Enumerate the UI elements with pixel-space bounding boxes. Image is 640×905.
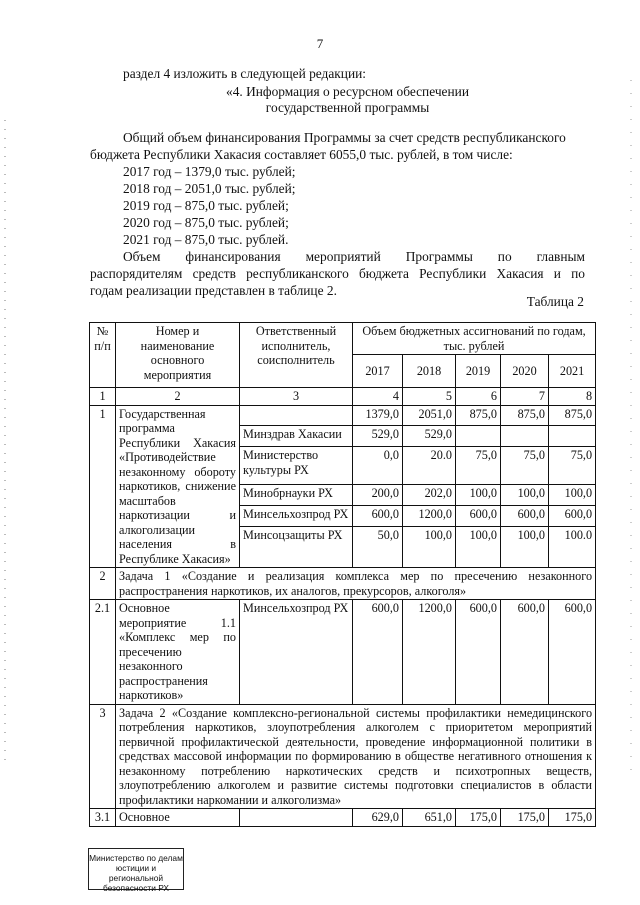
value-cell: 600,0 (456, 506, 501, 527)
value-cell: 175,0 (549, 809, 596, 827)
executor-name: Минсельхозпрод РХ (240, 600, 353, 705)
table-header-row (90, 323, 596, 355)
section-title-line-1: «4. Информация о ресурсном обеспечении (226, 84, 469, 99)
executor-name: Минздрав Хакасии (240, 426, 353, 447)
col-number: 7 (501, 388, 549, 406)
header-year-2017: 2017 (353, 355, 403, 388)
value-cell: 200,0 (353, 485, 403, 506)
value-cell (456, 426, 501, 447)
task-text: Задача 2 «Создание комплексно-региональной системы профилактики немедицинского потребления наркотиков, злоупотребления алкоголем с приоритетом мероприятий первичной профилактической деятельности, проведение информационной политики в средствах массовой информации по формированию в обществе негативного отношения к незаконному потреблению наркотических средств и психотропных веществ, злоупотреблению алкоголем и развитие системы подготовки специалистов в области профилактики наркомании и алкоголизма» (116, 704, 596, 809)
value-cell: 100.0 (549, 527, 596, 568)
table-row (90, 600, 596, 705)
header-num: № п/п (90, 323, 116, 388)
executor-name: Министерство культуры РХ (240, 447, 353, 485)
value-cell: 75,0 (549, 447, 596, 485)
value-cell: 100,0 (549, 485, 596, 506)
value-cell: 600,0 (353, 600, 403, 705)
value-cell: 0,0 (353, 447, 403, 485)
scan-artifact (630, 80, 632, 780)
measure-name: Основное (116, 809, 240, 827)
row-num: 2.1 (90, 600, 116, 705)
executor-name (240, 809, 353, 827)
value-cell: 75,0 (501, 447, 549, 485)
executor-name: Минсельхозпрод РХ (240, 506, 353, 527)
col-number: 5 (403, 388, 456, 406)
value-cell: 100,0 (456, 485, 501, 506)
row-num: 3 (90, 704, 116, 809)
value-cell (501, 426, 549, 447)
value-cell: 100,0 (501, 527, 549, 568)
paragraph-1-line-1: Общий объем финансирования Программы за счет средств республиканского (123, 130, 566, 145)
col-number: 6 (456, 388, 501, 406)
header-year-2020: 2020 (501, 355, 549, 388)
value-cell: 600,0 (353, 506, 403, 527)
value-cell (549, 426, 596, 447)
header-name: Номер и наименование основного мероприятия (116, 323, 240, 388)
measure-name: Основное мероприятие 1.1 «Комплекс мер по пресечению незаконного распространения наркотиков» (116, 600, 240, 705)
value-cell: 600,0 (549, 600, 596, 705)
stamp-line: Министерство по делам (89, 853, 183, 863)
year-funding-line: 2021 год – 875,0 тыс. рублей. (123, 232, 289, 247)
paragraph-2-line-2: распорядителям средств республиканского бюджета Республики Хакасия и по (90, 266, 585, 281)
col-number: 1 (90, 388, 116, 406)
value-cell: 1379,0 (353, 405, 403, 426)
year-funding-line: 2018 год – 2051,0 тыс. рублей; (123, 181, 296, 196)
paragraph-2-line-3: годам реализации представлен в таблице 2. (90, 283, 337, 298)
value-cell: 875,0 (501, 405, 549, 426)
value-cell: 100,0 (501, 485, 549, 506)
table-row (90, 809, 596, 827)
value-cell: 651,0 (403, 809, 456, 827)
header-year-2019: 2019 (456, 355, 501, 388)
section-title-line-2: государственной программы (265, 100, 430, 115)
task-text: Задача 1 «Создание и реализация комплекса мер по пресечению незаконного распространения наркотиков, их аналогов, прекурсоров, алкоголя» (116, 568, 596, 600)
col-number: 8 (549, 388, 596, 406)
value-cell: 529,0 (353, 426, 403, 447)
year-funding-line: 2019 год – 875,0 тыс. рублей; (123, 198, 289, 213)
value-cell: 202,0 (403, 485, 456, 506)
value-cell: 100,0 (403, 527, 456, 568)
header-year-2021: 2021 (549, 355, 596, 388)
row-num: 1 (90, 405, 116, 568)
ministry-stamp (88, 848, 184, 893)
header-budget: Объем бюджетных ассигнований по годам, тыс. рублей (353, 323, 596, 355)
scan-artifact (4, 120, 6, 760)
row-num: 3.1 (90, 809, 116, 827)
value-cell: 875,0 (456, 405, 501, 426)
value-cell: 875,0 (549, 405, 596, 426)
header-executor: Ответственный исполнитель, соисполнитель (240, 323, 353, 388)
program-name: Государственная программа Республики Хакасия «Противодействие незаконному обороту наркотиков, снижение масштабов наркотизации и алкоголизации населения в Республике Хакасия» (116, 405, 240, 568)
page-number: 7 (316, 36, 324, 51)
value-cell: 20.0 (403, 447, 456, 485)
executor-cell (240, 405, 353, 426)
table-row (90, 405, 596, 426)
stamp-line: юстиции и региональной (108, 863, 164, 883)
value-cell: 600,0 (456, 600, 501, 705)
funding-table (89, 322, 596, 827)
table-caption: Таблица 2 (526, 294, 584, 309)
value-cell: 75,0 (456, 447, 501, 485)
paragraph-2-line-1: Объем финансирования мероприятий Программы по главным (123, 249, 585, 264)
stamp-line: безопасности РХ (102, 883, 170, 893)
value-cell: 600,0 (501, 600, 549, 705)
value-cell: 600,0 (501, 506, 549, 527)
value-cell: 50,0 (353, 527, 403, 568)
year-funding-line: 2017 год – 1379,0 тыс. рублей; (123, 164, 296, 179)
value-cell: 175,0 (501, 809, 549, 827)
col-number: 3 (240, 388, 353, 406)
value-cell: 629,0 (353, 809, 403, 827)
executor-name: Минсоцзащиты РХ (240, 527, 353, 568)
year-funding-line: 2020 год – 875,0 тыс. рублей; (123, 215, 289, 230)
value-cell: 1200,0 (403, 506, 456, 527)
value-cell: 175,0 (456, 809, 501, 827)
value-cell: 1200,0 (403, 600, 456, 705)
executor-name: Минобрнауки РХ (240, 485, 353, 506)
column-number-row (90, 388, 596, 406)
header-year-2018: 2018 (403, 355, 456, 388)
paragraph-1-line-2: бюджета Республики Хакасия составляет 6055,0 тыс. рублей, в том числе: (90, 147, 513, 162)
col-number: 2 (116, 388, 240, 406)
table-row (90, 704, 596, 809)
value-cell: 529,0 (403, 426, 456, 447)
col-number: 4 (353, 388, 403, 406)
intro-line: раздел 4 изложить в следующей редакции: (123, 66, 367, 81)
row-num: 2 (90, 568, 116, 600)
value-cell: 2051,0 (403, 405, 456, 426)
value-cell: 100,0 (456, 527, 501, 568)
table-row (90, 568, 596, 600)
value-cell: 600,0 (549, 506, 596, 527)
